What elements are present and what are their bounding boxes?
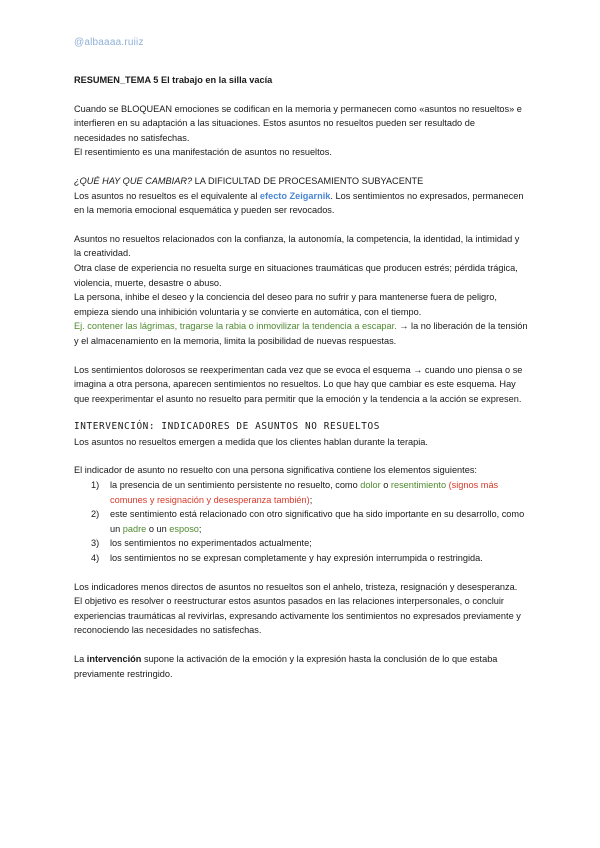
list-number: 4) [91, 553, 100, 564]
text-span: supone la activación de la emoción y la expresión hasta la conclusión de lo que estaba previamente restringido. [74, 654, 498, 679]
heading-rest: LA DIFICULTAD DE PROCESAMIENTO SUBYACENTE [192, 175, 424, 186]
text-span: . Los sentimientos no expresados, permanecen en la memoria emocional esquemática y pueden ser revocados. [74, 190, 524, 216]
paragraph-1: Cuando se BLOQUEAN emociones se codifican en la memoria y permanecen como «asuntos no resueltos» e interfieren en su adaptación a las situaciones. Estos asuntos no resueltos pueden ser resultado de necesidades no satisfechas. [74, 103, 522, 143]
highlight-esposo: esposo [169, 523, 199, 534]
highlight-padre: padre [122, 523, 147, 534]
author-handle: @albaaaa.ruiiz [74, 37, 144, 48]
example-highlight: Ej. contener las lágrimas, tragarse la rabia o inmovilizar la tendencia a escapar. [74, 321, 397, 332]
list-text [110, 478, 529, 507]
paragraph-4: Asuntos no resueltos relacionados con la confianza, la autonomía, la competencia, la identidad, la intimidad y la creatividad. [74, 233, 520, 259]
highlight-signos: (signos más comunes y resignación y desesperanza también) [110, 480, 499, 505]
text-span: o [380, 480, 391, 491]
list-number: 1) [91, 480, 100, 491]
text-span: este sentimiento está relacionado con otro significativo que ha sido importante en su desarrollo, como un [110, 509, 525, 534]
list-item [74, 536, 529, 551]
list-item [74, 551, 529, 566]
document-body [74, 73, 529, 681]
list-text [110, 507, 529, 536]
paragraph-8: Los sentimientos dolorosos se reexperimentan cada vez que se evoca el esquema → cuando uno piensa o se imagina a otra persona, aparecen sentimientos no resueltos. Lo que hay que cambiar es este esquema. Hay que reexperimentar el asunto no resuelto para permitir que la emoción y la tendencia a la acción se expresen. [74, 364, 523, 404]
paragraph-10: El indicador de asunto no resuelto con una persona significativa contiene los elementos siguientes: [74, 465, 477, 476]
section-heading-2: INTERVENCIÓN: INDICADORES DE ASUNTOS NO RESUELTOS [74, 421, 380, 433]
paragraph-7 [74, 319, 529, 348]
paragraph-5: Otra clase de experiencia no resuelta surge en situaciones traumáticas que producen estrés; pérdida trágica, violencia, muerte, desastre o abuso. [74, 262, 518, 288]
zeigarnik-highlight: efecto Zeigarnik [259, 190, 331, 201]
text-span: → la no liberación de la tensión y el almacenamiento en la memoria, limita la posibilidad de nuevas respuestas. [74, 321, 528, 346]
indicator-list [74, 478, 529, 566]
paragraph-12: El objetivo es resolver o reestructurar estos asuntos pasados en las relaciones interpersonales, o concluir experiencias traumáticas al revivirlas, expresando activamente los sentimientos no expresados previamente y reconociendo las necesidades no satisfechas. [74, 596, 521, 636]
heading-italic-part: ¿QUÉ HAY QUE CAMBIAR? [74, 175, 193, 186]
paragraph-2: El resentimiento es una manifestación de asuntos no resueltos. [74, 147, 332, 158]
paragraph-6: La persona, inhibe el deseo y la conciencia del deseo para no sufrir y para mantenerse fuera de peligro, empieza siendo una inhibición voluntaria y se convierte en automática, con el tiempo. [74, 292, 497, 317]
text-span: La [74, 654, 87, 664]
text-span: o un [146, 523, 170, 534]
paragraph-13 [74, 652, 529, 681]
list-number: 3) [91, 538, 100, 549]
paragraph-9: Los asuntos no resueltos emergen a medida que los clientes hablan durante la terapia. [74, 436, 428, 447]
paragraph-11: Los indicadores menos directos de asuntos no resueltos son el anhelo, tristeza, resignación y desesperanza. [74, 581, 518, 592]
paragraph-3 [74, 189, 529, 218]
text-span: ; [309, 494, 313, 505]
section-heading-1 [74, 174, 529, 189]
text-span: Los asuntos no resueltos es el equivalente al [74, 190, 260, 201]
text-span: ; [198, 523, 202, 534]
list-number: 2) [91, 509, 100, 520]
list-text: los sentimientos no experimentados actualmente; [110, 538, 312, 549]
highlight-resentimiento: resentimiento [390, 480, 447, 491]
list-item [74, 507, 529, 536]
list-item [74, 478, 529, 507]
document-title: RESUMEN_TEMA 5 El trabajo en la silla vacía [74, 75, 273, 85]
list-text: los sentimientos no se expresan completamente y hay expresión interrumpida o restringida. [110, 553, 483, 564]
highlight-dolor: dolor [360, 480, 381, 491]
bold-intervencion: intervención [86, 654, 142, 664]
text-span: la presencia de un sentimiento persistente no resuelto, como [110, 480, 361, 491]
